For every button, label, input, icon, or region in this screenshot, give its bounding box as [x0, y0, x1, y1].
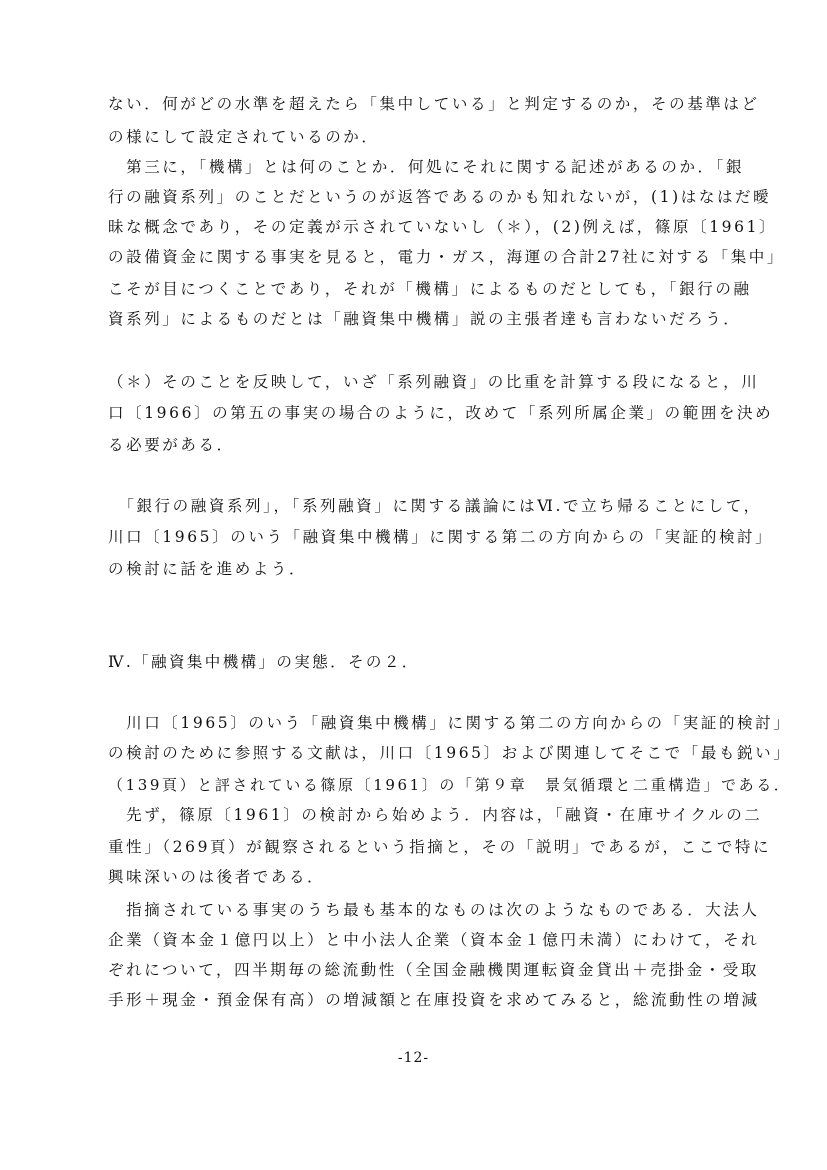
footnote-line: （＊）そのことを反映して，いざ「系列融資」の比重を計算する段になると，川: [108, 373, 760, 391]
text-line: ない．何がどの水準を超えたら「集中している」と判定するのか，その基準はど: [108, 95, 760, 113]
text-line: 川口〔1965〕のいう「融資集中機構」に関する第二の方向からの「実証的検討」: [108, 528, 774, 546]
footnote-line: 口〔1966〕の第五の事実の場合のように，改めて「系列所属企業」の範囲を決め: [108, 404, 774, 422]
text-line: 行の融資系列」のことだというのが返答であるのかも知れないが，(1)はなはだ曖: [108, 188, 772, 206]
text-line: 手形＋現金・預金保有高）の増減額と在庫投資を求めてみると，総流動性の増減: [108, 991, 760, 1009]
text-line: 第三に，「機構」とは何のことか．何処にそれに関する記述があるのか．「銀: [108, 158, 745, 176]
page-number: -12-: [397, 1050, 430, 1066]
text-line: の検討に話を進めよう．: [108, 560, 308, 578]
text-line: の様にして設定されているのか．: [108, 128, 380, 146]
text-line: 重性」（269頁）が観察されるという指摘と，その「説明」であるが，ここで特に: [108, 838, 772, 856]
text-line: の検討のために参照する文献は，川口〔1965〕および関連してそこで「最も鋭い」: [108, 744, 792, 762]
text-line: 先ず，篠原〔1961〕の検討から始めよう．内容は，「融資・在庫サイクルの二: [108, 806, 763, 824]
text-line: の設備資金に関する事実を見ると，電力・ガス，海運の合計27社に対する「集中」: [108, 248, 785, 266]
text-line: ぞれについて，四半期毎の総流動性（全国金融機関運転資金貸出＋売掛金・受取: [108, 961, 759, 979]
text-line: （139頁）と評されている篠原〔1961〕の「第９章 景気循環と二重構造」である．: [108, 776, 792, 794]
text-line: 興味深いのは後者である．: [108, 868, 326, 886]
text-line: こそが目につくことであり，それが「機構」によるものだとしても，「銀行の融: [108, 280, 752, 298]
text-line: 「銀行の融資系列」，「系列融資」に関する議論にはⅥ.で立ち帰ることにして，: [108, 497, 762, 515]
text-line: 昧な概念であり，その定義が示されていないし（＊），(2)例えば，篠原〔1961〕: [108, 218, 778, 236]
text-line: 指摘されている事実のうち最も基本的なものは次のようなものである．大法人: [108, 901, 760, 919]
text-line: 川口〔1965〕のいう「融資集中機構」に関する第二の方向からの「実証的検討」: [108, 714, 792, 732]
section-heading: Ⅳ.「融資集中機構」の実態．その２．: [108, 653, 420, 671]
text-line: 企業（資本金１億円以上）と中小法人企業（資本金１億円未満）にわけて，それ: [108, 931, 760, 949]
footnote-line: る必要がある．: [108, 436, 235, 454]
text-line: 資系列」によるものだとは「融資集中機構」説の主張者達も言わないだろう．: [108, 310, 742, 328]
